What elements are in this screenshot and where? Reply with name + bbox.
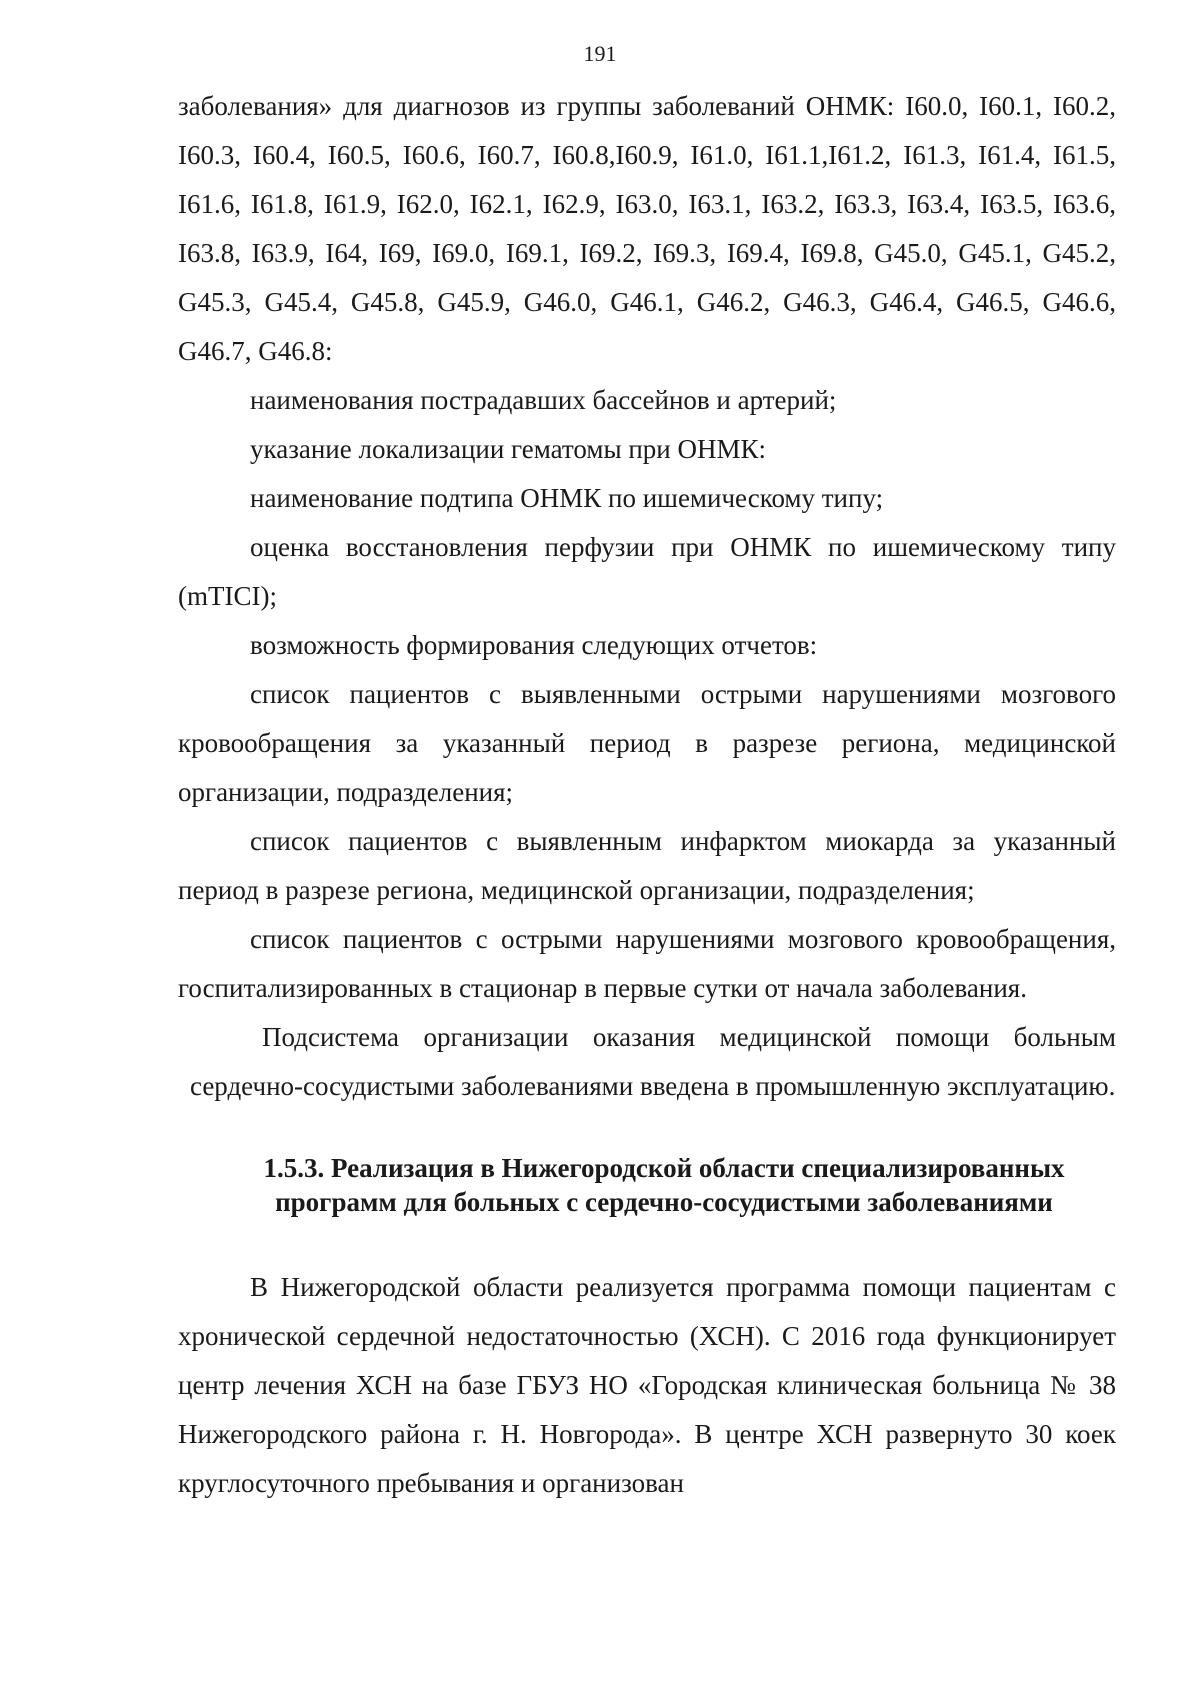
document-body [178,82,1116,1508]
paragraph-hematoma-location: указание локализации гематомы при ОНМК: [250,434,767,464]
paragraph-ischemic-subtype: наименование подтипа ОНМК по ишемическому типу; [250,483,884,513]
section-heading-line-2: программ для больных с сердечно-сосудистыми заболеваниями [275,1187,1053,1217]
section-heading-line-1: 1.5.3. Реализация в Нижегородской области специализированных [263,1153,1065,1183]
section-heading [178,1151,1116,1219]
paragraph-perfusion-assessment: оценка восстановления перфузии при ОНМК по ишемическому типу (mTICI); [178,532,1116,611]
page-number: 191 [583,41,617,66]
paragraph-basins-arteries: наименования пострадавших бассейнов и артерий; [250,385,837,415]
paragraph-reports-intro: возможность формирования следующих отчетов: [250,630,818,660]
paragraph-chf-program: В Нижегородской области реализуется программа помощи пациентам с хронической сердечной недостаточностью (ХСН). С 2016 года функционирует центр лечения ХСН на базе ГБУЗ НО «Городская клиническая больница № 38 Нижегородского района г. Н. Новгорода». В центре ХСН развернуто 30 коек круглосуточного пребывания и организован [178,1272,1116,1498]
paragraph-icd-codes: заболевания» для диагнозов из группы заболеваний ОНМК: I60.0, I60.1, I60.2, I60.3, I60.4, I60.5, I60.6, I60.7, I60.8,I60.9, I61.0, I61.1,I61.2, I61.3, I61.4, I61.5, I61.6, I61.8, I61.9, I62.0, I62.1, I62.9, I63.0, I63.1, I63.2, I63.3, I63.4, I63.5, I63.6, I63.8, I63.9, I64, I69, I69.0, I69.1, I69.2, I69.3, I69.4, I69.8, G45.0, G45.1, G45.2, G45.3, G45.4, G45.8, G45.9, G46.0, G46.1, G46.2, G46.3, G46.4, G46.5, G46.6, G46.7, G46.8: [178,91,1116,366]
paragraph-report-infarction-patients: список пациентов с выявленным инфарктом миокарда за указанный период в разрезе региона, медицинской организации, подразделения; [178,826,1116,905]
paragraph-report-stroke-patients: список пациентов с выявленными острыми нарушениями мозгового кровообращения за указанный период в разрезе региона, медицинской организации, подразделения; [178,679,1116,807]
paragraph-subsystem-status: Подсистема организации оказания медицинской помощи больным сердечно-сосудистыми заболеваниями введена в промышленную эксплуатацию. [190,1022,1116,1101]
paragraph-report-hospitalized: список пациентов с острыми нарушениями мозгового кровообращения, госпитализированных в стационар в первые сутки от начала заболевания. [178,924,1116,1003]
